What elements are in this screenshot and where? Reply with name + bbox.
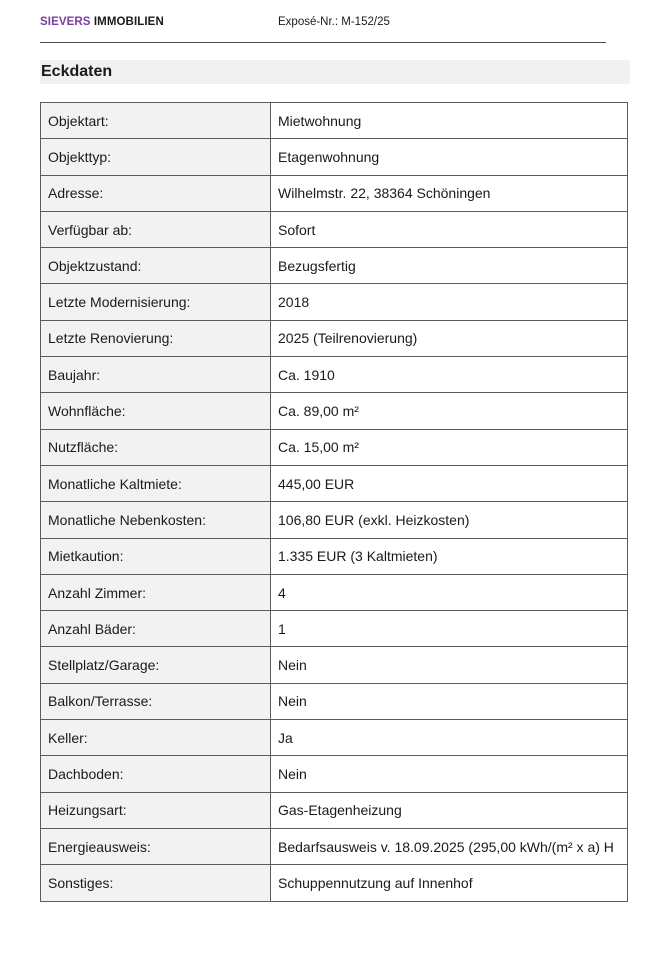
fact-value: 2018 xyxy=(271,284,628,320)
table-row xyxy=(41,284,628,320)
fact-label: Sonstiges: xyxy=(41,865,271,901)
fact-label: Dachboden: xyxy=(41,756,271,792)
page-header xyxy=(40,12,606,43)
fact-label: Anzahl Zimmer: xyxy=(41,574,271,610)
table-row xyxy=(41,720,628,756)
table-row xyxy=(41,538,628,574)
fact-value: Wilhelmstr. 22, 38364 Schöningen xyxy=(271,175,628,211)
fact-value: 1.335 EUR (3 Kaltmieten) xyxy=(271,538,628,574)
fact-label: Letzte Modernisierung: xyxy=(41,284,271,320)
fact-value: Nein xyxy=(271,647,628,683)
table-row xyxy=(41,865,628,901)
fact-value: Gas-Etagenheizung xyxy=(271,792,628,828)
table-row xyxy=(41,393,628,429)
fact-label: Objekttyp: xyxy=(41,139,271,175)
fact-value: Etagenwohnung xyxy=(271,139,628,175)
brand-name-rest: IMMOBILIEN xyxy=(93,16,164,28)
fact-label: Heizungsart: xyxy=(41,792,271,828)
fact-value: Nein xyxy=(271,683,628,719)
fact-label: Monatliche Nebenkosten: xyxy=(41,502,271,538)
fact-label: Stellplatz/Garage: xyxy=(41,647,271,683)
fact-value: Ca. 1910 xyxy=(271,357,628,393)
fact-value: Sofort xyxy=(271,211,628,247)
fact-label: Letzte Renovierung: xyxy=(41,320,271,356)
table-row xyxy=(41,357,628,393)
table-row xyxy=(41,103,628,139)
fact-label: Verfügbar ab: xyxy=(41,211,271,247)
table-row xyxy=(41,683,628,719)
brand-name-accent: SIEVERS xyxy=(40,16,91,28)
fact-value: Ja xyxy=(271,720,628,756)
fact-value: 445,00 EUR xyxy=(271,465,628,501)
table-row xyxy=(41,465,628,501)
fact-label: Baujahr: xyxy=(41,357,271,393)
table-row xyxy=(41,756,628,792)
fact-value: Bedarfsausweis v. 18.09.2025 (295,00 kWh/(m² x a) H xyxy=(271,828,628,864)
fact-value: Bezugsfertig xyxy=(271,248,628,284)
table-row xyxy=(41,792,628,828)
fact-label: Balkon/Terrasse: xyxy=(41,683,271,719)
table-row xyxy=(41,211,628,247)
fact-label: Objektart: xyxy=(41,103,271,139)
fact-value: 4 xyxy=(271,574,628,610)
section-title: Eckdaten xyxy=(40,60,630,84)
table-row xyxy=(41,574,628,610)
fact-label: Monatliche Kaltmiete: xyxy=(41,465,271,501)
fact-value: 106,80 EUR (exkl. Heizkosten) xyxy=(271,502,628,538)
fact-label: Wohnfläche: xyxy=(41,393,271,429)
table-row xyxy=(41,175,628,211)
fact-label: Nutzfläche: xyxy=(41,429,271,465)
key-facts-table xyxy=(40,102,628,902)
fact-value: Mietwohnung xyxy=(271,103,628,139)
fact-value: 2025 (Teilrenovierung) xyxy=(271,320,628,356)
fact-value: 1 xyxy=(271,611,628,647)
table-row xyxy=(41,248,628,284)
table-row xyxy=(41,647,628,683)
fact-value: Ca. 89,00 m² xyxy=(271,393,628,429)
fact-label: Anzahl Bäder: xyxy=(41,611,271,647)
fact-label: Objektzustand: xyxy=(41,248,271,284)
table-row xyxy=(41,429,628,465)
key-facts-body xyxy=(41,103,628,902)
table-row xyxy=(41,139,628,175)
table-row xyxy=(41,828,628,864)
fact-label: Mietkaution: xyxy=(41,538,271,574)
fact-value: Schuppennutzung auf Innenhof xyxy=(271,865,628,901)
brand-logo xyxy=(40,16,164,28)
fact-label: Adresse: xyxy=(41,175,271,211)
table-row xyxy=(41,502,628,538)
fact-label: Keller: xyxy=(41,720,271,756)
fact-label: Energieausweis: xyxy=(41,828,271,864)
expose-number: Exposé-Nr.: M-152/25 xyxy=(278,16,390,28)
fact-value: Ca. 15,00 m² xyxy=(271,429,628,465)
table-row xyxy=(41,320,628,356)
fact-value: Nein xyxy=(271,756,628,792)
table-row xyxy=(41,611,628,647)
